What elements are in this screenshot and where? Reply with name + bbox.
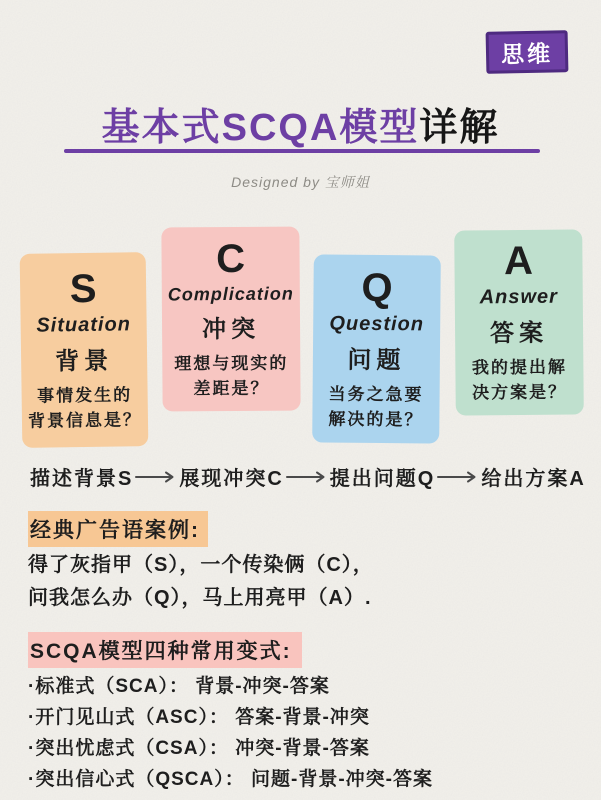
page-title-highlight: 基本式SCQA模型	[101, 107, 420, 149]
card-situation-title-cn: 背景	[54, 347, 114, 376]
flow-step-q: 提出问题Q	[329, 468, 436, 490]
flow-step-a: 给出方案A	[481, 468, 586, 490]
card-complication-question-line1: 理想与现实的	[174, 353, 289, 374]
card-question	[312, 254, 441, 443]
flow-step-c: 展现冲突C	[179, 468, 284, 490]
flow-arrow-icon	[286, 471, 328, 483]
card-situation-question-line2: 背景信息是？	[27, 409, 143, 431]
card-answer	[454, 229, 584, 415]
card-answer-question	[472, 356, 567, 406]
card-complication	[161, 227, 300, 412]
card-complication-letter: C	[215, 236, 246, 281]
category-badge: 思维	[486, 30, 569, 74]
flow-row	[30, 462, 586, 491]
card-situation-title-en: Situation	[36, 313, 132, 337]
card-question-question-line2: 解决的是？	[328, 409, 424, 429]
variants-section	[28, 632, 433, 795]
card-question-letter: Q	[361, 265, 393, 310]
card-situation	[20, 252, 149, 448]
card-situation-question	[27, 383, 142, 434]
page-title-rest: 详解	[419, 107, 500, 149]
card-complication-title-cn: 冲突	[201, 315, 261, 344]
card-question-title-en: Question	[329, 312, 425, 336]
card-answer-title-cn: 答案	[489, 320, 549, 348]
variant-item-confidence: ·突出信心式（QSCA）： 问题-背景-冲突-答案	[28, 769, 433, 790]
variants-heading: SCQA模型四种常用变式:	[28, 632, 302, 668]
card-situation-letter: S	[69, 266, 97, 312]
page-title	[0, 96, 601, 151]
card-question-question	[328, 382, 423, 432]
card-question-question-line1: 当务之急要	[328, 384, 424, 405]
card-complication-question-line2: 差距是？	[193, 378, 270, 398]
flow-arrow-icon	[437, 471, 479, 483]
example-line-2: 问我怎么办（Q），马上用亮甲（A）.	[28, 587, 372, 609]
card-answer-question-line2: 决方案是？	[472, 382, 568, 403]
card-answer-letter: A	[503, 239, 534, 284]
card-answer-title-en: Answer	[479, 286, 559, 309]
credit-line: Designed by 宝师姐	[231, 174, 370, 190]
flow-step-s: 描述背景S	[30, 468, 134, 490]
variant-item-direct: ·开门见山式（ASC）： 答案-背景-冲突	[28, 707, 370, 728]
example-section	[28, 511, 374, 613]
variant-item-standard: ·标准式（SCA）： 背景-冲突-答案	[28, 676, 330, 697]
card-question-title-cn: 问题	[347, 346, 406, 375]
example-heading: 经典广告语案例:	[28, 511, 208, 547]
example-line-1: 得了灰指甲（S），一个传染俩（C），	[28, 554, 374, 576]
card-complication-question	[174, 351, 288, 401]
variant-item-concern: ·突出忧虑式（CSA）： 冲突-背景-答案	[28, 738, 370, 759]
card-situation-question-line1: 事情发生的	[37, 385, 133, 406]
card-answer-question-line1: 我的提出解	[471, 357, 567, 378]
card-complication-title-en: Complication	[167, 283, 294, 305]
title-underline	[64, 149, 540, 153]
flow-arrow-icon	[135, 471, 177, 483]
